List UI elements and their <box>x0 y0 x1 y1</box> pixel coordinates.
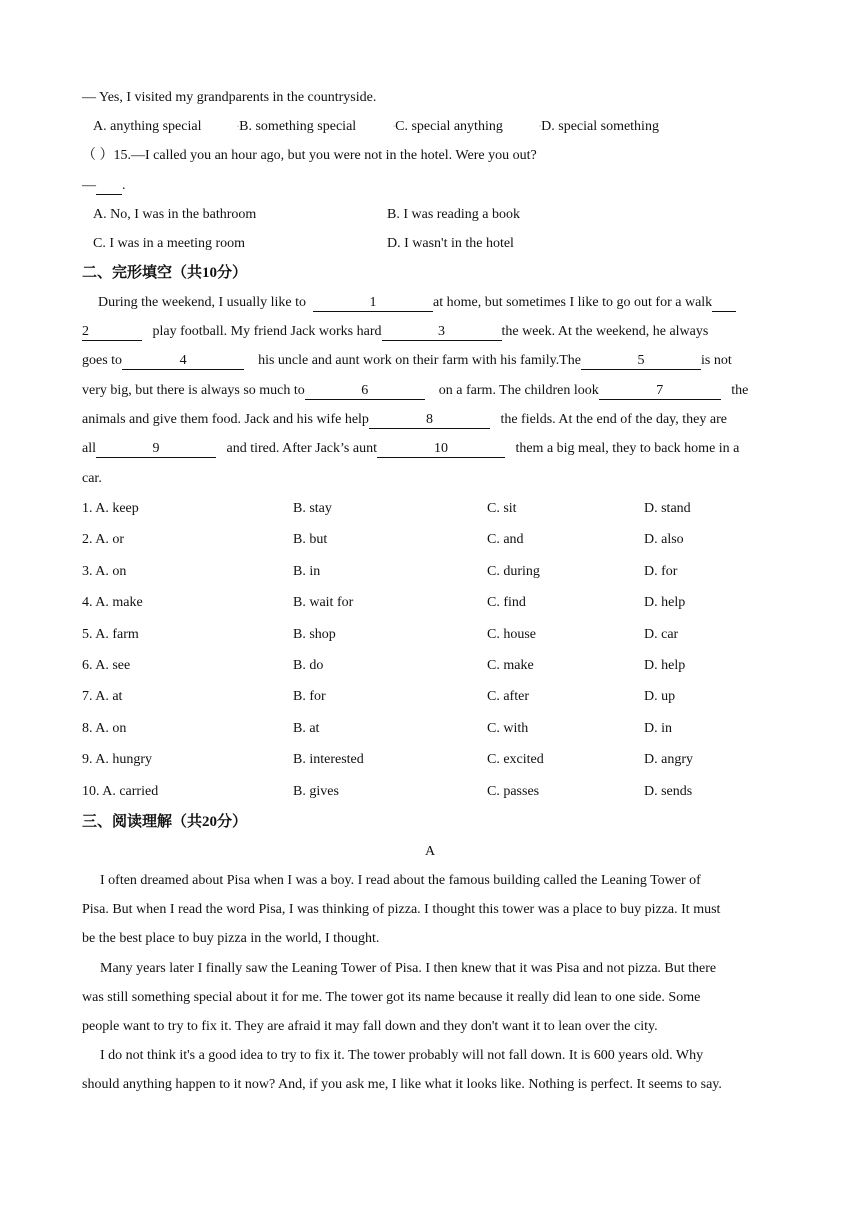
q14-option-b: ◦B. something special <box>237 119 357 134</box>
cloze-option-2-c: C. and <box>487 532 524 547</box>
q14-option-d: ◦D. special something <box>539 119 659 134</box>
cloze-option-6-d: D. help <box>644 658 686 673</box>
cloze-option-5-d: D. car <box>644 627 679 642</box>
cloze-blank-10: 10 <box>377 441 505 458</box>
cloze-line-1: During the weekend, I usually like to 1 at home, but sometimes I like to go out for a walk <box>98 294 736 312</box>
q15-answer-line: — . <box>82 178 126 193</box>
cloze-blank-8: 8 <box>369 412 490 429</box>
cloze-option-3-a: 3. A. on <box>82 564 127 579</box>
passage-line: was still something special about it for me. The tower got its name because it really did lean to one side. Some <box>82 990 701 1005</box>
cloze-blank-2-start <box>712 295 736 312</box>
q15-blank <box>96 178 122 195</box>
passage-line: I often dreamed about Pisa when I was a boy. I read about the famous building called the Leaning Tower of <box>100 873 701 888</box>
cloze-line-2: 2 play football. My friend Jack works hard 3 the week. At the weekend, he always <box>82 324 709 339</box>
cloze-blank-1: 1 <box>313 295 433 312</box>
cloze-option-1-b: B. stay <box>293 501 332 516</box>
cloze-option-10-c: C. passes <box>487 784 540 799</box>
cloze-blank-5: 5 <box>581 353 701 370</box>
cloze-option-5-a: 5. A. farm <box>82 627 139 642</box>
cloze-option-9-c: C. excited <box>487 752 544 767</box>
cloze-option-10-a: 10. A. carried <box>82 784 159 799</box>
cloze-blank-9: 9 <box>96 441 216 458</box>
passage-line: Pisa. But when I read the word Pisa, I was thinking of pizza. I thought this tower was a place to buy pizza. It must <box>82 902 721 917</box>
cloze-option-7-c: C. after <box>487 689 529 704</box>
cloze-option-4-b: B. wait for <box>293 595 354 610</box>
q15-option-a: A. No, I was in the bathroom <box>93 207 257 222</box>
passage-line: be the best place to buy pizza in the world, I thought. <box>82 931 380 946</box>
q15-option-c: C. I was in a meeting room <box>93 236 246 251</box>
cloze-option-3-c: C. during <box>487 564 540 579</box>
cloze-option-3-b: B. in <box>293 564 321 579</box>
cloze-option-1-c: C. sit <box>487 501 517 516</box>
cloze-option-6-b: B. do <box>293 658 324 673</box>
cloze-option-6-a: 6. A. see <box>82 658 131 673</box>
cloze-option-5-b: B. shop <box>293 627 336 642</box>
q14-answer-line: — Yes, I visited my grandparents in the countryside. <box>82 90 377 105</box>
cloze-line-4: very big, but there is always so much to 6 on a farm. The children look 7 the <box>82 383 749 398</box>
cloze-line-3: goes to 4 his uncle and aunt work on their farm with his family.The 5 is not <box>82 353 732 368</box>
cloze-line-7: car. <box>82 471 102 486</box>
cloze-option-2-a: 2. A. or <box>82 532 124 547</box>
cloze-option-5-c: C. house <box>487 627 536 642</box>
cloze-option-6-c: C. make <box>487 658 534 673</box>
q15-option-d: D. I wasn't in the hotel <box>387 236 514 251</box>
passage-label: A <box>424 844 436 859</box>
cloze-blank-2: 2 <box>82 324 142 341</box>
cloze-line-6: all 9 and tired. After Jack’s aunt 10 them a big meal, they to back home in a <box>82 441 740 456</box>
passage-line: people want to try to fix it. They are afraid it may fall down and they don't want it to lean over the city. <box>82 1019 658 1034</box>
cloze-option-10-d: D. sends <box>644 784 693 799</box>
q14-option-a: A. anything special <box>93 119 202 134</box>
cloze-option-3-d: D. for <box>644 564 678 579</box>
q15-stem: （ ）15.—I called you an hour ago, but you were not in the hotel. Were you out? <box>82 148 537 163</box>
cloze-option-4-d: D. help <box>644 595 686 610</box>
cloze-option-8-d: D. in <box>644 721 672 736</box>
cloze-option-10-b: B. gives <box>293 784 339 799</box>
section2-heading: 二、完形填空（共10分） <box>82 263 248 281</box>
cloze-option-2-d: D. also <box>644 532 684 547</box>
cloze-option-2-b: B. but <box>293 532 328 547</box>
cloze-option-4-c: C. find <box>487 595 526 610</box>
cloze-option-7-d: D. up <box>644 689 676 704</box>
cloze-blank-4: 4 <box>122 353 244 370</box>
passage-line: Many years later I finally saw the Leaning Tower of Pisa. I then knew that it was Pisa and not pizza. But there <box>100 961 717 976</box>
q14-option-c: ◦C. special anything <box>393 119 503 134</box>
cloze-option-9-d: D. angry <box>644 752 693 767</box>
cloze-option-8-a: 8. A. on <box>82 721 127 736</box>
cloze-blank-3: 3 <box>382 324 502 341</box>
cloze-blank-7: 7 <box>599 383 721 400</box>
cloze-option-8-c: C. with <box>487 721 529 736</box>
cloze-option-9-b: B. interested <box>293 752 364 767</box>
cloze-option-1-d: D. stand <box>644 501 691 516</box>
cloze-blank-6: 6 <box>305 383 425 400</box>
passage-line: I do not think it's a good idea to try to fix it. The tower probably will not fall down. It is 600 years old. Why <box>100 1048 704 1063</box>
passage-line: should anything happen to it now? And, if you ask me, I like what it looks like. Nothing is perfect. It seems to say. <box>82 1077 722 1092</box>
cloze-line-5: animals and give them food. Jack and his wife help 8 the fields. At the end of the day, they are <box>82 412 727 427</box>
cloze-option-1-a: 1. A. keep <box>82 501 139 516</box>
section3-heading: 三、阅读理解（共20分） <box>82 812 248 830</box>
cloze-option-7-b: B. for <box>293 689 326 704</box>
cloze-option-8-b: B. at <box>293 721 320 736</box>
cloze-option-4-a: 4. A. make <box>82 595 143 610</box>
cloze-option-9-a: 9. A. hungry <box>82 752 152 767</box>
q15-option-b: B. I was reading a book <box>387 207 520 222</box>
cloze-option-7-a: 7. A. at <box>82 689 123 704</box>
